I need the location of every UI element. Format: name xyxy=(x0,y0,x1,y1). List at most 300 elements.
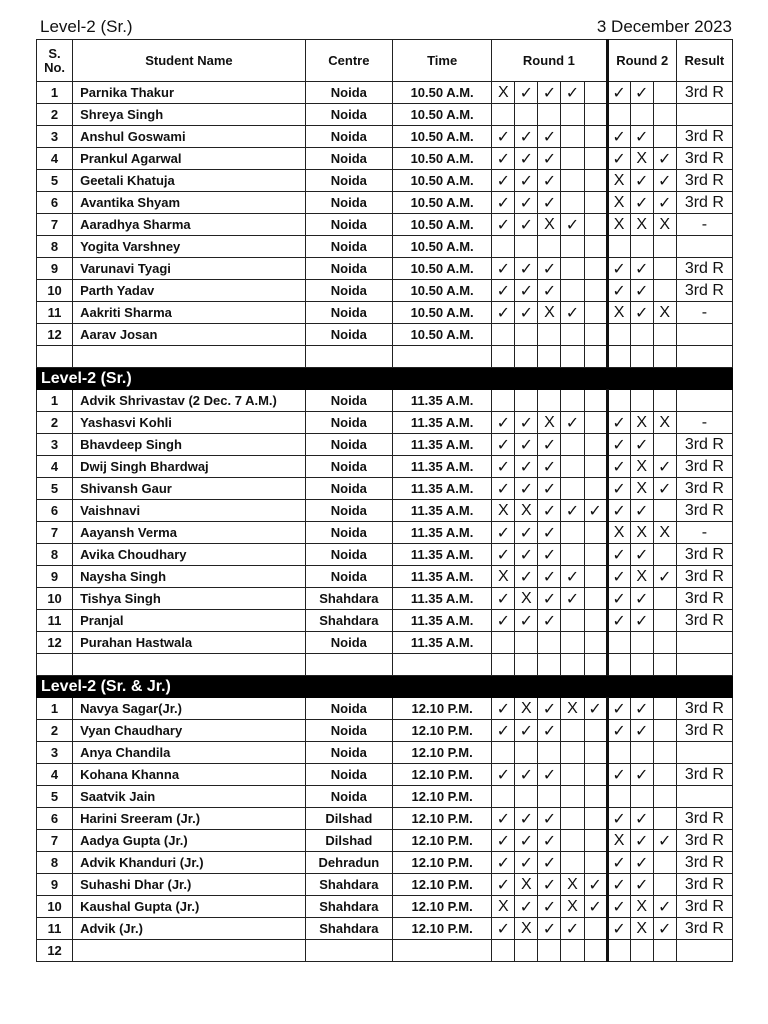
round1-mark xyxy=(561,192,584,214)
round2-mark: X xyxy=(630,456,653,478)
time: 10.50 A.M. xyxy=(392,236,491,258)
table-row xyxy=(37,874,733,896)
round1-mark xyxy=(584,236,607,258)
centre: Noida xyxy=(305,280,392,302)
student-name: Vyan Chaudhary xyxy=(73,720,306,742)
blank-cell xyxy=(37,346,73,368)
round1-mark: ✓ xyxy=(515,852,538,874)
serial-no: 2 xyxy=(37,720,73,742)
round1-mark xyxy=(561,632,584,654)
round1-mark xyxy=(584,918,607,940)
round2-mark: ✓ xyxy=(607,478,630,500)
round1-mark xyxy=(538,940,561,962)
centre: Shahdara xyxy=(305,588,392,610)
round2-mark: X xyxy=(653,522,676,544)
time: 12.10 P.M. xyxy=(392,808,491,830)
round2-mark: ✓ xyxy=(607,808,630,830)
table-row xyxy=(37,170,733,192)
round2-mark: ✓ xyxy=(607,588,630,610)
result: 3rd R xyxy=(676,148,732,170)
round1-mark: ✓ xyxy=(538,610,561,632)
blank-cell xyxy=(73,654,306,676)
blank-cell xyxy=(584,346,607,368)
time: 10.50 A.M. xyxy=(392,148,491,170)
student-name: Naysha Singh xyxy=(73,566,306,588)
table-row xyxy=(37,214,733,236)
round2-mark: ✓ xyxy=(653,148,676,170)
round1-mark: X xyxy=(492,896,515,918)
round1-mark: ✓ xyxy=(492,588,515,610)
centre: Noida xyxy=(305,698,392,720)
centre: Noida xyxy=(305,566,392,588)
serial-no: 5 xyxy=(37,786,73,808)
serial-no: 7 xyxy=(37,830,73,852)
round1-mark xyxy=(584,852,607,874)
round2-mark xyxy=(630,390,653,412)
table-row xyxy=(37,324,733,346)
blank-cell xyxy=(515,346,538,368)
centre: Shahdara xyxy=(305,918,392,940)
round2-mark: ✓ xyxy=(653,192,676,214)
result xyxy=(676,390,732,412)
blank-row xyxy=(37,654,733,676)
blank-row xyxy=(37,346,733,368)
round1-mark xyxy=(561,280,584,302)
blank-cell xyxy=(607,346,630,368)
round1-mark xyxy=(584,632,607,654)
round1-mark: ✓ xyxy=(492,808,515,830)
round1-mark: ✓ xyxy=(538,522,561,544)
result: - xyxy=(676,412,732,434)
round1-mark xyxy=(515,940,538,962)
round2-mark: ✓ xyxy=(630,808,653,830)
round1-mark xyxy=(584,104,607,126)
serial-no: 3 xyxy=(37,434,73,456)
time: 10.50 A.M. xyxy=(392,280,491,302)
centre: Noida xyxy=(305,720,392,742)
round1-mark xyxy=(584,478,607,500)
round1-mark: X xyxy=(492,82,515,104)
round1-mark xyxy=(515,786,538,808)
serial-no: 11 xyxy=(37,302,73,324)
time: 12.10 P.M. xyxy=(392,786,491,808)
table-row xyxy=(37,808,733,830)
round1-mark xyxy=(492,390,515,412)
round1-mark xyxy=(584,390,607,412)
col-round2: Round 2 xyxy=(607,40,676,82)
time: 10.50 A.M. xyxy=(392,126,491,148)
round1-mark: ✓ xyxy=(492,456,515,478)
round1-mark xyxy=(492,786,515,808)
round2-mark: ✓ xyxy=(653,566,676,588)
blank-cell xyxy=(37,654,73,676)
round2-mark xyxy=(630,786,653,808)
table-row xyxy=(37,192,733,214)
round2-mark xyxy=(653,632,676,654)
result xyxy=(676,940,732,962)
round2-mark: X xyxy=(630,412,653,434)
round2-mark xyxy=(630,940,653,962)
round1-mark xyxy=(515,324,538,346)
round2-mark xyxy=(653,324,676,346)
blank-cell xyxy=(538,346,561,368)
round1-mark: ✓ xyxy=(515,808,538,830)
time: 10.50 A.M. xyxy=(392,258,491,280)
round1-mark xyxy=(561,764,584,786)
centre: Noida xyxy=(305,456,392,478)
round1-mark xyxy=(538,236,561,258)
round2-mark: ✓ xyxy=(607,610,630,632)
result: 3rd R xyxy=(676,566,732,588)
round1-mark: ✓ xyxy=(515,214,538,236)
centre: Noida xyxy=(305,324,392,346)
round1-mark xyxy=(584,544,607,566)
result: 3rd R xyxy=(676,896,732,918)
round2-mark xyxy=(653,742,676,764)
result: - xyxy=(676,522,732,544)
round1-mark xyxy=(561,940,584,962)
round2-mark: ✓ xyxy=(607,258,630,280)
result: 3rd R xyxy=(676,874,732,896)
result: 3rd R xyxy=(676,258,732,280)
time: 11.35 A.M. xyxy=(392,478,491,500)
round1-mark xyxy=(584,588,607,610)
round2-mark: X xyxy=(607,214,630,236)
round2-mark xyxy=(653,786,676,808)
serial-no: 10 xyxy=(37,280,73,302)
round1-mark xyxy=(561,522,584,544)
table-body xyxy=(37,82,733,962)
blank-cell xyxy=(676,346,732,368)
time: 12.10 P.M. xyxy=(392,764,491,786)
round1-mark xyxy=(538,786,561,808)
round1-mark: ✓ xyxy=(492,280,515,302)
round2-mark: ✓ xyxy=(630,852,653,874)
round2-mark: ✓ xyxy=(630,764,653,786)
round1-mark: X xyxy=(538,214,561,236)
round1-mark: ✓ xyxy=(515,126,538,148)
centre: Noida xyxy=(305,764,392,786)
round2-mark xyxy=(630,324,653,346)
table-row xyxy=(37,236,733,258)
round2-mark: ✓ xyxy=(607,148,630,170)
round1-mark: ✓ xyxy=(492,610,515,632)
table-row xyxy=(37,940,733,962)
table-row xyxy=(37,258,733,280)
round2-mark: X xyxy=(630,566,653,588)
result: 3rd R xyxy=(676,918,732,940)
round1-mark: ✓ xyxy=(538,192,561,214)
student-name: Kohana Khanna xyxy=(73,764,306,786)
result xyxy=(676,632,732,654)
centre: Noida xyxy=(305,82,392,104)
round1-mark xyxy=(492,324,515,346)
table-row xyxy=(37,632,733,654)
round1-mark xyxy=(561,478,584,500)
section-title: Level-2 (Sr.) xyxy=(37,368,733,390)
round1-mark: ✓ xyxy=(561,500,584,522)
round1-mark: ✓ xyxy=(538,280,561,302)
round1-mark: ✓ xyxy=(538,544,561,566)
result: 3rd R xyxy=(676,126,732,148)
round1-mark: ✓ xyxy=(492,918,515,940)
round1-mark xyxy=(584,786,607,808)
blank-cell xyxy=(630,346,653,368)
round1-mark xyxy=(561,720,584,742)
blank-cell xyxy=(73,346,306,368)
student-name: Advik Shrivastav (2 Dec. 7 A.M.) xyxy=(73,390,306,412)
blank-cell xyxy=(561,346,584,368)
round1-mark xyxy=(538,632,561,654)
round1-mark: ✓ xyxy=(538,566,561,588)
round2-mark xyxy=(653,104,676,126)
round1-mark: X xyxy=(515,588,538,610)
round2-mark: ✓ xyxy=(607,852,630,874)
centre: Noida xyxy=(305,126,392,148)
round1-mark: ✓ xyxy=(492,852,515,874)
result: 3rd R xyxy=(676,808,732,830)
round1-mark xyxy=(561,390,584,412)
student-name: Yogita Varshney xyxy=(73,236,306,258)
centre: Noida xyxy=(305,632,392,654)
round1-mark xyxy=(584,456,607,478)
round1-mark: ✓ xyxy=(538,896,561,918)
round2-mark xyxy=(653,280,676,302)
student-name: Tishya Singh xyxy=(73,588,306,610)
blank-cell xyxy=(492,654,515,676)
serial-no: 10 xyxy=(37,588,73,610)
round2-mark xyxy=(653,126,676,148)
round1-mark xyxy=(584,610,607,632)
student-name: Kaushal Gupta (Jr.) xyxy=(73,896,306,918)
round2-mark: ✓ xyxy=(607,896,630,918)
serial-no: 9 xyxy=(37,874,73,896)
serial-no: 6 xyxy=(37,808,73,830)
round2-mark: ✓ xyxy=(630,434,653,456)
blank-cell xyxy=(392,654,491,676)
round2-mark: ✓ xyxy=(607,126,630,148)
round2-mark xyxy=(653,852,676,874)
round1-mark xyxy=(584,302,607,324)
round2-mark: ✓ xyxy=(630,126,653,148)
round1-mark xyxy=(584,192,607,214)
serial-no: 9 xyxy=(37,258,73,280)
round2-mark xyxy=(653,588,676,610)
round2-mark xyxy=(630,104,653,126)
round2-mark xyxy=(653,544,676,566)
round1-mark xyxy=(561,170,584,192)
student-name: Shreya Singh xyxy=(73,104,306,126)
round1-mark: ✓ xyxy=(515,610,538,632)
round1-mark: ✓ xyxy=(515,302,538,324)
round1-mark: ✓ xyxy=(492,698,515,720)
section-title: Level-2 (Sr. & Jr.) xyxy=(37,676,733,698)
round1-mark: ✓ xyxy=(538,126,561,148)
result: 3rd R xyxy=(676,456,732,478)
round2-mark: ✓ xyxy=(630,874,653,896)
table-row xyxy=(37,566,733,588)
student-name: Avantika Shyam xyxy=(73,192,306,214)
round1-mark: ✓ xyxy=(584,698,607,720)
result xyxy=(676,236,732,258)
round1-mark xyxy=(561,808,584,830)
serial-no: 4 xyxy=(37,456,73,478)
student-name: Shivansh Gaur xyxy=(73,478,306,500)
round1-mark xyxy=(584,566,607,588)
round2-mark: ✓ xyxy=(653,456,676,478)
round1-mark: ✓ xyxy=(538,148,561,170)
round2-mark: ✓ xyxy=(630,302,653,324)
result: 3rd R xyxy=(676,280,732,302)
round1-mark: ✓ xyxy=(492,478,515,500)
table-row xyxy=(37,918,733,940)
round2-mark: ✓ xyxy=(630,698,653,720)
round2-mark xyxy=(607,940,630,962)
time: 10.50 A.M. xyxy=(392,324,491,346)
round1-mark: ✓ xyxy=(561,302,584,324)
round1-mark xyxy=(561,610,584,632)
round1-mark xyxy=(584,148,607,170)
round2-mark xyxy=(653,434,676,456)
round2-mark xyxy=(653,940,676,962)
centre: Noida xyxy=(305,478,392,500)
col-sno: S. No. xyxy=(37,40,73,82)
centre: Noida xyxy=(305,742,392,764)
table-row xyxy=(37,500,733,522)
serial-no: 1 xyxy=(37,698,73,720)
round1-mark xyxy=(584,742,607,764)
round1-mark xyxy=(561,852,584,874)
col-result: Result xyxy=(676,40,732,82)
result: 3rd R xyxy=(676,852,732,874)
round2-mark xyxy=(653,808,676,830)
round1-mark: ✓ xyxy=(515,192,538,214)
serial-no: 4 xyxy=(37,148,73,170)
centre: Dilshad xyxy=(305,830,392,852)
round2-mark: X xyxy=(653,412,676,434)
time: 12.10 P.M. xyxy=(392,896,491,918)
round1-mark: ✓ xyxy=(492,544,515,566)
round1-mark: ✓ xyxy=(538,500,561,522)
round2-mark xyxy=(607,104,630,126)
round1-mark: X xyxy=(515,874,538,896)
round2-mark: ✓ xyxy=(630,280,653,302)
round2-mark xyxy=(653,874,676,896)
round1-mark: ✓ xyxy=(515,434,538,456)
serial-no: 11 xyxy=(37,918,73,940)
table-row xyxy=(37,148,733,170)
time: 12.10 P.M. xyxy=(392,852,491,874)
table-row xyxy=(37,82,733,104)
time: 10.50 A.M. xyxy=(392,192,491,214)
level-title: Level-2 (Sr.) xyxy=(40,17,133,36)
round1-mark: ✓ xyxy=(492,434,515,456)
student-name: Parnika Thakur xyxy=(73,82,306,104)
round1-mark: X xyxy=(561,698,584,720)
blank-cell xyxy=(305,346,392,368)
round1-mark: ✓ xyxy=(538,764,561,786)
round1-mark xyxy=(561,544,584,566)
result: 3rd R xyxy=(676,434,732,456)
result: - xyxy=(676,302,732,324)
round2-mark: X xyxy=(607,192,630,214)
round1-mark: ✓ xyxy=(561,214,584,236)
round2-mark xyxy=(607,632,630,654)
round2-mark: ✓ xyxy=(607,456,630,478)
round2-mark: ✓ xyxy=(630,192,653,214)
round1-mark: ✓ xyxy=(492,170,515,192)
round1-mark: ✓ xyxy=(492,720,515,742)
centre: Noida xyxy=(305,412,392,434)
table-row xyxy=(37,830,733,852)
time: 11.35 A.M. xyxy=(392,434,491,456)
round2-mark: ✓ xyxy=(607,874,630,896)
round1-mark: ✓ xyxy=(515,82,538,104)
student-name: Harini Sreeram (Jr.) xyxy=(73,808,306,830)
result xyxy=(676,324,732,346)
round1-mark xyxy=(584,720,607,742)
round1-mark xyxy=(584,82,607,104)
round2-mark: ✓ xyxy=(630,170,653,192)
round2-mark: X xyxy=(630,478,653,500)
serial-no: 4 xyxy=(37,764,73,786)
student-name: Prankul Agarwal xyxy=(73,148,306,170)
round1-mark: ✓ xyxy=(515,544,538,566)
result xyxy=(676,786,732,808)
time: 10.50 A.M. xyxy=(392,82,491,104)
serial-no: 2 xyxy=(37,104,73,126)
round1-mark: ✓ xyxy=(515,280,538,302)
blank-cell xyxy=(515,654,538,676)
round2-mark xyxy=(653,698,676,720)
header-row xyxy=(37,40,733,82)
table-row xyxy=(37,764,733,786)
centre: Shahdara xyxy=(305,874,392,896)
round2-mark xyxy=(653,236,676,258)
round1-mark xyxy=(515,632,538,654)
round1-mark: ✓ xyxy=(538,82,561,104)
round1-mark xyxy=(584,126,607,148)
round1-mark xyxy=(515,742,538,764)
round2-mark xyxy=(653,720,676,742)
round1-mark: ✓ xyxy=(492,302,515,324)
round2-mark: ✓ xyxy=(607,82,630,104)
serial-no: 12 xyxy=(37,632,73,654)
student-name: Purahan Hastwala xyxy=(73,632,306,654)
blank-cell xyxy=(305,654,392,676)
round1-mark: ✓ xyxy=(492,148,515,170)
round1-mark xyxy=(561,434,584,456)
round1-mark: ✓ xyxy=(515,478,538,500)
round2-mark: ✓ xyxy=(607,764,630,786)
round2-mark: ✓ xyxy=(630,720,653,742)
round2-mark: X xyxy=(630,896,653,918)
round1-mark: X xyxy=(515,918,538,940)
round1-mark xyxy=(584,940,607,962)
table-row xyxy=(37,610,733,632)
col-time: Time xyxy=(392,40,491,82)
round1-mark: X xyxy=(515,500,538,522)
table-row xyxy=(37,544,733,566)
round1-mark: ✓ xyxy=(538,170,561,192)
round1-mark: ✓ xyxy=(538,808,561,830)
round2-mark xyxy=(653,82,676,104)
round1-mark xyxy=(584,830,607,852)
round1-mark xyxy=(538,390,561,412)
round1-mark xyxy=(515,104,538,126)
round1-mark xyxy=(515,390,538,412)
round2-mark: ✓ xyxy=(653,170,676,192)
